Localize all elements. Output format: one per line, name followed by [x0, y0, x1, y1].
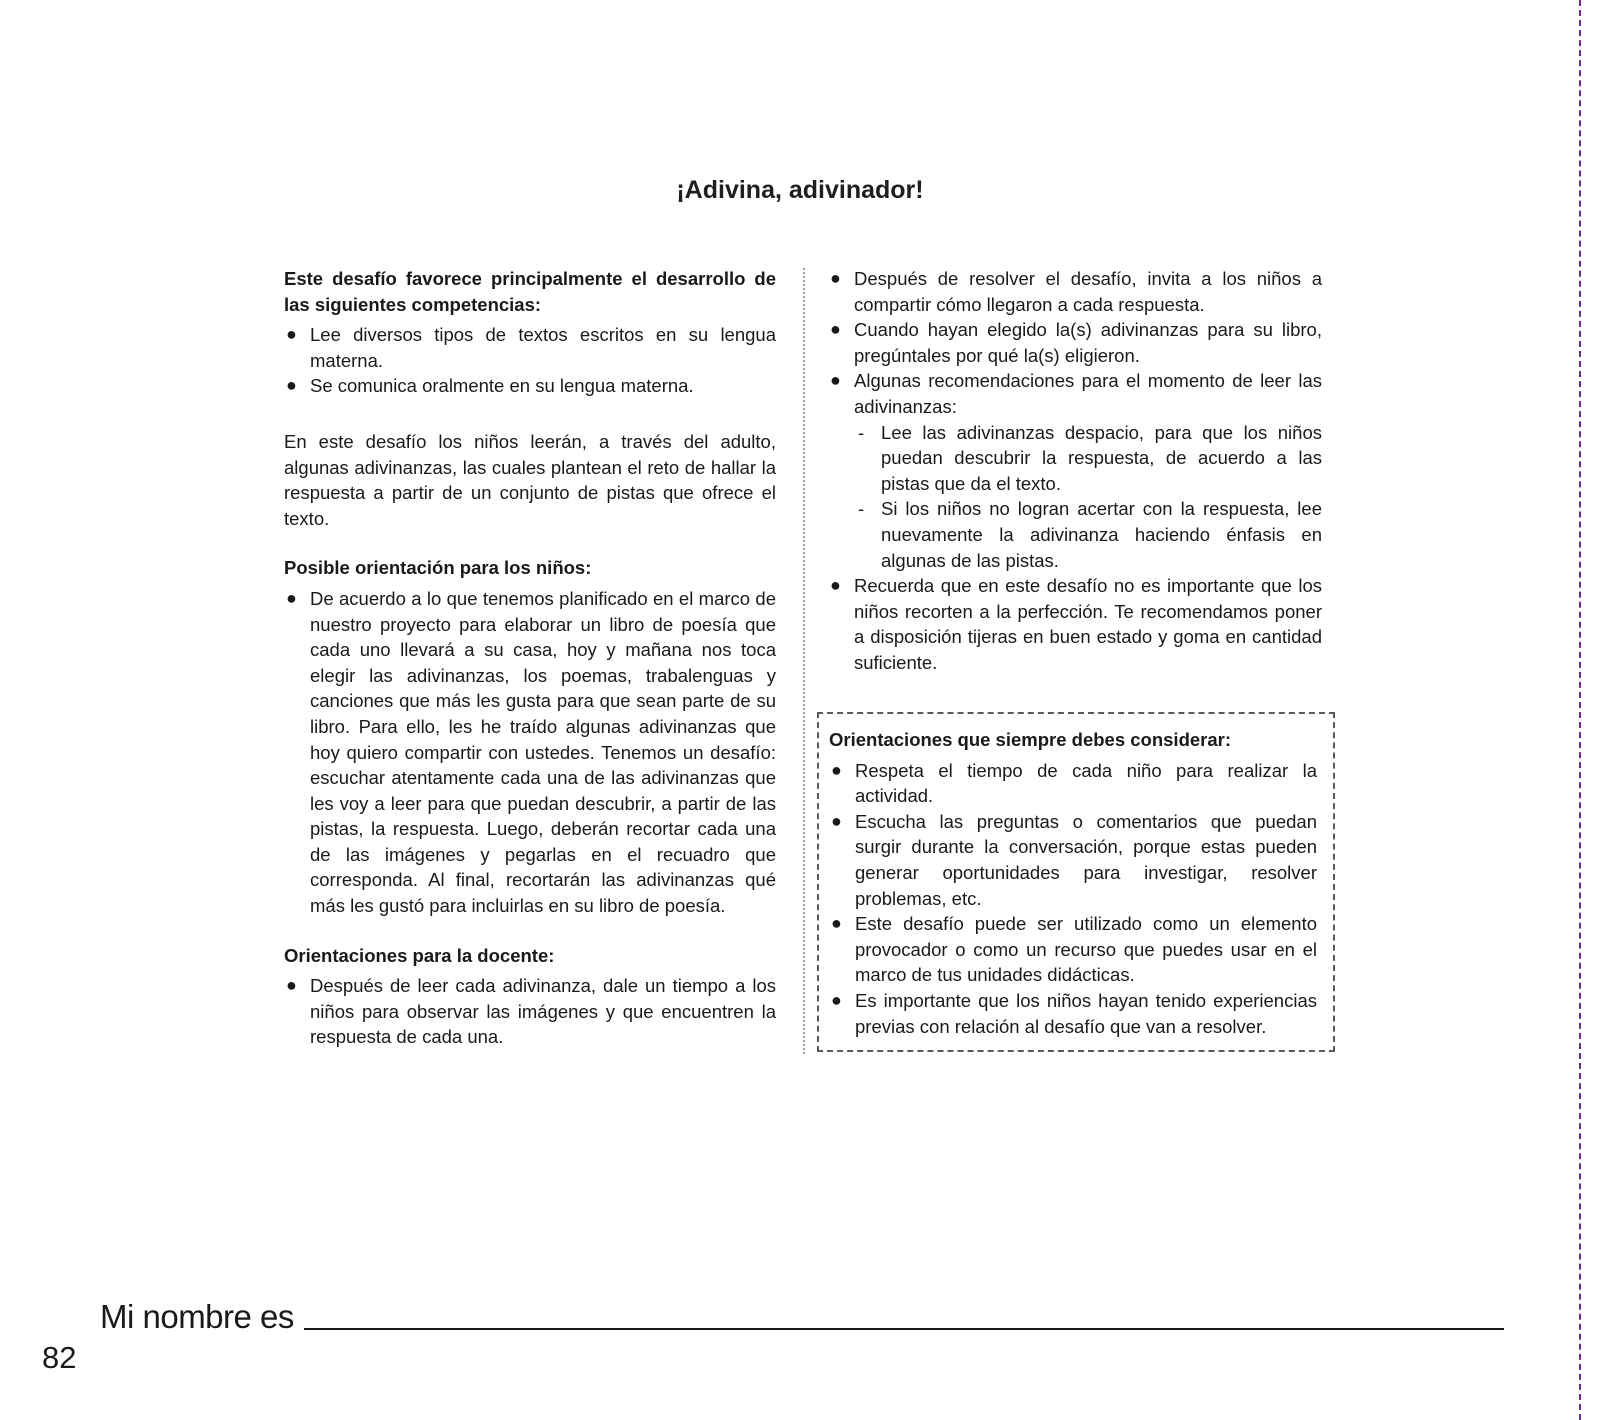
- teacher-list: [284, 973, 776, 1050]
- list-item: ● Lee diversos tipos de textos escritos en su lengua materna.: [286, 324, 776, 371]
- list-item: ● Después de leer cada adivinanza, dale un tiempo a los niños para observar las imágenes y que encuentren la respuesta de cada una.: [286, 975, 776, 1048]
- bullet-icon: ●: [831, 759, 842, 780]
- list-item: ● Escucha las preguntas o comentarios que puedan surgir durante la conversación, porque estas pueden generar oportunidades para investigar, resolver problemas, etc.: [831, 810, 1317, 909]
- sub-list-item: - Si los niños no logran acertar con la respuesta, lee nuevamente la adivinanza haciendo énfasis en algunas de las pistas.: [858, 498, 1322, 571]
- bullet-icon: ●: [831, 913, 842, 934]
- orientations-box: [817, 712, 1335, 1052]
- bullet-icon: ●: [830, 268, 841, 288]
- intro-paragraph: En este desafío los niños leerán, a través del adulto, algunas adivinanzas, las cuales plantean el reto de hallar la respuesta a partir de un conjunto de pistas que ofrece el texto.: [284, 430, 776, 529]
- teacher-heading: Orientaciones para la docente:: [284, 944, 555, 966]
- competencies-heading: Este desafío favorece principalmente el desarrollo de las siguientes competencias:: [284, 268, 776, 315]
- dash-marker: -: [858, 421, 865, 443]
- list-item: ● Algunas recomendaciones para el momento de leer las adivinanzas: - Lee las adivinanzas despacio, para que los niños puedan descubrir la respuesta, de acuerdo a las pistas que da el texto. - Si los niños no logran acertar con la respuesta, lee nuevamente la adivinanza haciendo énfasis en algunas de las pistas.: [828, 368, 1322, 573]
- sub-list-item: - Lee las adivinanzas despacio, para que los niños puedan descubrir la respuesta, de acuerdo a las pistas que da el texto.: [858, 421, 1322, 494]
- cut-guide-line: [1579, 0, 1581, 1420]
- list-item: ● Después de resolver el desafío, invita a los niños a compartir cómo llegaron a cada respuesta.: [830, 268, 1322, 315]
- orientations-heading: Orientaciones que siempre debes considerar:: [829, 729, 1232, 750]
- teacher-list-continued: [828, 266, 1322, 676]
- bullet-icon: ●: [830, 370, 841, 391]
- left-column: [284, 266, 776, 1050]
- column-divider: [803, 268, 805, 1054]
- list-item: ● Este desafío puede ser utilizado como un elemento provocador o como un recurso que puedes usar en el marco de tus unidades didácticas.: [831, 913, 1317, 986]
- name-label: Mi nombre es: [100, 1298, 294, 1335]
- bullet-icon: ●: [286, 375, 297, 396]
- children-list: [284, 586, 776, 919]
- bullet-icon: ●: [286, 587, 297, 608]
- list-item: ● Es importante que los niños hayan tenido experiencias previas con relación al desafío que van a resolver.: [831, 989, 1317, 1037]
- name-write-line[interactable]: [304, 1328, 1504, 1330]
- list-item: ● Respeta el tiempo de cada niño para realizar la actividad.: [831, 759, 1317, 807]
- bullet-icon: ●: [830, 575, 841, 596]
- list-item: ● De acuerdo a lo que tenemos planificado en el marco de nuestro proyecto para elaborar un libro de poesía que cada uno llevará a su casa, hoy y mañana nos toca elegir las adivinanzas, los poemas, trabalenguas y canciones que más les gusta para que sean parte de su libro. Para ello, les he traído algunas adivinanzas que hoy quiero compartir con ustedes. Tenemos un desafío: escuchar atentamente cada una de las adivinanzas que les voy a leer para que puedan descubrir, a partir de las pistas, la respuesta. Luego, deberán recortar cada una de las imágenes y pegarlas en el recuadro que corresponda. Al final, recortarán las adivinanzas qué más les gustó para incluirlas en su libro de poesía.: [286, 587, 776, 917]
- dash-marker: -: [858, 498, 865, 520]
- competencies-list: [284, 322, 776, 399]
- bullet-icon: ●: [830, 319, 841, 340]
- right-column: [828, 266, 1322, 676]
- reading-recommendations-list: [854, 420, 1322, 574]
- children-heading: Posible orientación para los niños:: [284, 557, 592, 579]
- orientations-list: [829, 758, 1317, 1040]
- page-title: ¡Adivina, adivinador!: [676, 176, 924, 204]
- page-number: 82: [42, 1340, 77, 1375]
- bullet-icon: ●: [286, 975, 297, 996]
- list-item: ● Recuerda que en este desafío no es importante que los niños recorten a la perfección. Te recomendamos poner a disposición tijeras en buen estado y goma en cantidad suficiente.: [830, 575, 1322, 673]
- list-item: ● Se comunica oralmente en su lengua materna.: [284, 373, 776, 399]
- list-item: ● Cuando hayan elegido la(s) adivinanzas para su libro, pregúntales por qué la(s) eligieron.: [830, 319, 1322, 366]
- bullet-icon: ●: [286, 324, 297, 345]
- bullet-icon: ●: [831, 810, 842, 831]
- bullet-icon: ●: [831, 989, 842, 1010]
